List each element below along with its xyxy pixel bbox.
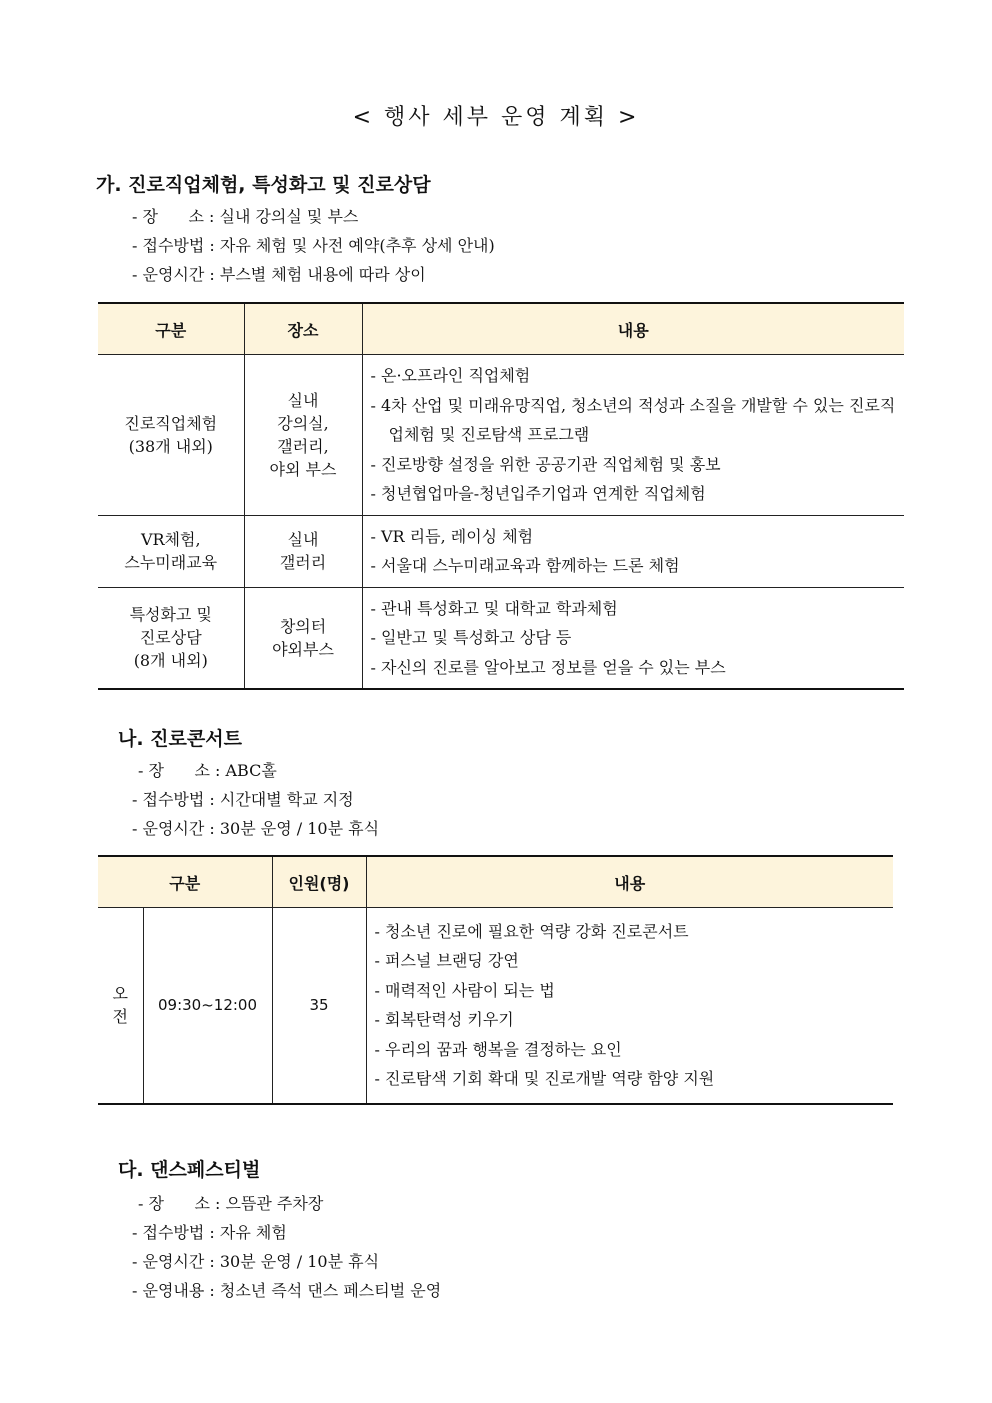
row-content <box>366 908 893 1104</box>
row-content <box>362 515 904 587</box>
table-row <box>98 515 904 587</box>
info-line: - 장 소 : 실내 강의실 및 부스 <box>132 207 359 226</box>
info-line: - 운영내용 : 청소년 즉석 댄스 페스티벌 운영 <box>132 1281 442 1300</box>
header-count: 인원(명) <box>272 856 366 908</box>
row-count: 35 <box>272 908 366 1104</box>
list-item: - 자신의 진로를 알아보고 정보를 얻을 수 있는 부스 <box>370 657 726 677</box>
info-line: - 운영시간 : 부스별 체험 내용에 따라 상이 <box>132 265 426 284</box>
row-place <box>244 515 362 587</box>
header-place: 장소 <box>244 303 362 355</box>
list-item: - 매력적인 사람이 되는 법 <box>374 980 555 1000</box>
info-line: - 접수방법 : 자유 체험 및 사전 예약(추후 상세 안내) <box>132 236 495 255</box>
list-item: - 서울대 스누미래교육과 함께하는 드론 체험 <box>370 556 680 575</box>
section-c-info <box>132 1189 441 1305</box>
list-item: - 진로탐색 기회 확대 및 진로개발 역량 함양 지원 <box>374 1069 715 1089</box>
list-item: - 온·오프라인 직업체험 <box>370 366 531 385</box>
list-item: - 우리의 꿈과 행복을 결정하는 요인 <box>374 1039 622 1059</box>
header-category: 구분 <box>98 303 244 355</box>
list-item: - 청년협업마을-청년입주기업과 연계한 직업체험 <box>370 484 706 503</box>
info-line: - 장 소 : ABC홀 <box>138 761 277 780</box>
info-line: - 운영시간 : 30분 운영 / 10분 휴식 <box>132 1252 380 1271</box>
info-line: - 운영시간 : 30분 운영 / 10분 휴식 <box>132 819 380 838</box>
section-a-heading: 가. 진로직업체험, 특성화고 및 진로상담 <box>96 174 431 196</box>
section-a-info <box>132 202 495 289</box>
row-place <box>244 587 362 689</box>
list-item: - 회복탄력성 키우기 <box>374 1010 514 1030</box>
table-row <box>98 355 904 516</box>
info-line: - 접수방법 : 자유 체험 <box>132 1223 287 1242</box>
section-b-heading: 나. 진로콘서트 <box>118 728 242 750</box>
list-item: - 4차 산업 및 미래유망직업, 청소년의 적성과 소질을 개발할 수 있는 진로직업체험 및 진로탐색 프로그램 <box>370 395 896 444</box>
cell-text: (8개 내외) <box>133 651 208 671</box>
cell-text: 갤러리, <box>277 436 329 456</box>
table-header-row <box>98 303 904 355</box>
cell-text: 야외 부스 <box>269 459 337 479</box>
list-item: - 관내 특성화고 및 대학교 학과체험 <box>370 598 618 618</box>
cell-text: 실내 <box>287 530 319 549</box>
table-row <box>98 908 893 1104</box>
section-b-table <box>98 855 893 1105</box>
cell-text: 강의실, <box>277 413 329 433</box>
header-content: 내용 <box>362 303 904 355</box>
cell-text: 실내 <box>287 390 319 410</box>
cell-text: 야외부스 <box>272 639 334 659</box>
cell-text: 스누미래교육 <box>124 553 218 572</box>
info-line: - 접수방법 : 시간대별 학교 지정 <box>132 790 354 809</box>
cell-text: VR체험, <box>140 530 201 549</box>
cell-text: 전 <box>112 1007 128 1027</box>
info-line: - 장 소 : 으뜸관 주차장 <box>138 1194 324 1213</box>
cell-text: 창의터 <box>279 616 327 636</box>
list-item: - 진로방향 설정을 위한 공공기관 직업체험 및 홍보 <box>370 454 721 474</box>
section-b-info <box>132 756 379 843</box>
row-time: 09:30~12:00 <box>143 908 272 1104</box>
cell-text: (38개 내외) <box>128 436 213 456</box>
cell-text: 갤러리 <box>279 553 327 572</box>
cell-text: 진로직업체험 <box>124 413 218 433</box>
table-header-row <box>98 856 893 908</box>
row-place <box>244 355 362 516</box>
header-content: 내용 <box>366 856 893 908</box>
row-content <box>362 355 904 516</box>
list-item: - 퍼스널 브랜딩 강연 <box>374 951 519 971</box>
list-item: - VR 리듬, 레이싱 체험 <box>370 526 534 546</box>
section-a-table <box>98 302 904 690</box>
list-item: - 청소년 진로에 필요한 역량 강화 진로콘서트 <box>374 921 689 941</box>
row-content <box>362 587 904 689</box>
cell-text: 오 <box>112 984 128 1004</box>
row-category <box>98 587 244 689</box>
section-c-heading: 다. 댄스페스티벌 <box>118 1159 261 1181</box>
table-row <box>98 587 904 689</box>
row-category <box>98 355 244 516</box>
header-category: 구분 <box>98 856 272 908</box>
page-title: < 행사 세부 운영 계획 > <box>352 105 640 130</box>
row-category <box>98 515 244 587</box>
row-period <box>98 908 143 1104</box>
cell-text: 진로상담 <box>139 628 202 648</box>
cell-text: 특성화고 및 <box>129 605 212 625</box>
list-item: - 일반고 및 특성화고 상담 등 <box>370 628 572 647</box>
